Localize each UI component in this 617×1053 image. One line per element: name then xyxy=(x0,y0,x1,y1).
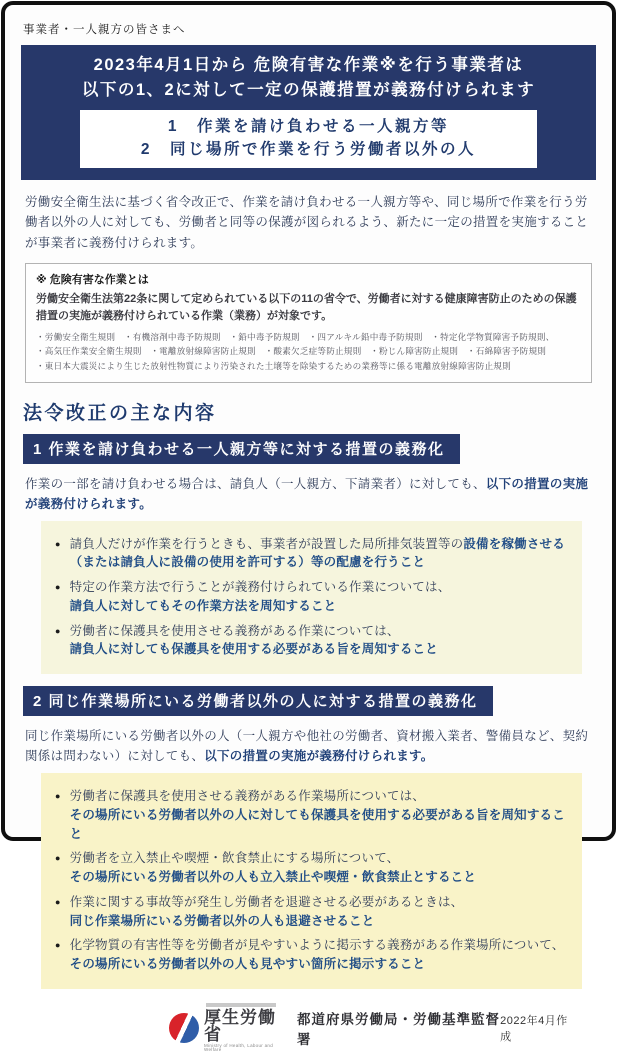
bullet-dot-icon: ● xyxy=(55,625,61,636)
measure-text xyxy=(70,787,568,843)
mhlw-logo-icon xyxy=(169,1013,199,1043)
lead-text: 作業の一部を請け負わせる場合は、請負人（一人親方、下請業者）に対しても、 xyxy=(25,476,486,491)
regulation-line: ・高気圧作業安全衛生規則 ・電離放射線障害防止規則 ・酸素欠乏症等防止規則 ・粉じん障害防止規則 ・石綿障害予防規則 xyxy=(36,346,547,357)
measure-item xyxy=(55,578,568,616)
measure-item xyxy=(55,893,568,931)
lead-emphasis: 以下の措置の実施が義務付けられます。 xyxy=(204,749,434,764)
issuing-offices: 都道府県労働局・労働基準監督署 xyxy=(297,1011,501,1047)
measure-text-normal: 化学物質の有害性等を労働者が見やすいように掲示する義務がある作業場所について、 xyxy=(69,938,565,953)
ministry-tagline-decoration xyxy=(206,1003,276,1007)
ministry-name: 厚生労働省 xyxy=(204,1007,276,1044)
measure-text xyxy=(70,578,451,616)
measure-text-normal: 請負人だけが作業を行うときも、事業者が設置した局所排気装置等の xyxy=(69,536,464,551)
measure-text xyxy=(70,893,464,931)
section-1-measures-box xyxy=(41,521,582,675)
document-page xyxy=(1,1,616,1053)
header-title-line1: 2023年4月1日から 危険有害な作業※を行う事業者は xyxy=(93,56,524,74)
bullet-dot-icon: ● xyxy=(55,853,61,864)
regulation-line: ・東日本大震災により生じた放射性物質により汚染された土壌等を除染するための業務等に係る電離放射線障害防止規則 xyxy=(36,361,511,372)
lead-emphasis: 以下の措置の実施が義務付けられます。 xyxy=(25,476,589,511)
bullet-dot-icon: ● xyxy=(55,791,61,802)
audience-line: 事業者・一人親方の皆さまへ xyxy=(23,24,186,36)
measure-text-normal: 労働者に保護具を使用させる義務がある作業場所については、 xyxy=(69,789,425,804)
measure-text xyxy=(70,849,476,887)
target-item-1: 1 作業を請け負わせる一人親方等 xyxy=(167,117,450,135)
measure-text-emphasis: その場所にいる労働者以外の人に対しても保護具を使用する必要がある旨を周知すること xyxy=(69,807,565,841)
lead-text: 同じ作業場所にいる労働者以外の人（一人親方や他社の労働者、資材搬入業者、警備員など、契約関係は問わない）に対しても、 xyxy=(25,729,589,764)
section-2-lead xyxy=(25,726,592,766)
measure-text-emphasis: 請負人に対してもその作業方法を周知すること xyxy=(69,598,337,613)
footer xyxy=(21,1003,596,1053)
header-banner xyxy=(21,45,596,180)
measure-item xyxy=(55,535,568,573)
measure-text-normal: 労働者を立入禁止や喫煙・飲食禁止にする場所について、 xyxy=(69,851,400,866)
measure-text xyxy=(70,535,568,573)
measure-text-normal: 特定の作業方法で行うことが義務付けられている作業については、 xyxy=(69,580,451,595)
hazardous-work-note-box xyxy=(25,263,592,383)
section-1-banner: 1 作業を請け負わせる一人親方等に対する措置の義務化 xyxy=(23,434,460,464)
bullet-dot-icon: ● xyxy=(55,940,61,951)
section-1-lead xyxy=(25,474,592,514)
header-target-box xyxy=(80,110,538,169)
regulation-line: ・労働安全衛生規則 ・有機溶剤中毒予防規則 ・鉛中毒予防規則 ・四アルキル鉛中毒予防規則 ・特定化学物質障害予防規則、 xyxy=(36,331,555,342)
creation-date: 2022年4月作成 xyxy=(500,1014,568,1043)
measure-text xyxy=(70,936,565,974)
intro-paragraph: 労働安全衛生法に基づく省令改正で、作業を請け負わせる一人親方等や、同じ場所で作業を行う労働者以外の人に対しても、労働者と同等の保護が図られるよう、新たに一定の措置を実施することが事業者に義務付けられます。 xyxy=(25,195,589,250)
note-body: 労働安全衛生法第22条に関して定められている以下の11の省令で、労働者に対する健康障害防止のための保護措置の実施が義務付けられている作業（業務）が対象です。 xyxy=(36,292,577,322)
measure-item xyxy=(55,787,568,843)
section-2-measures-box xyxy=(41,773,582,989)
header-title-line2: 以下の1、2に対して一定の保護措置が義務付けられます xyxy=(81,80,536,99)
bullet-dot-icon: ● xyxy=(55,896,61,907)
measure-text-normal: 労働者に保護具を使用させる義務がある作業については、 xyxy=(69,623,400,638)
measure-item xyxy=(55,849,568,887)
measure-text-emphasis: その場所にいる労働者以外の人も見やすい箇所に掲示すること xyxy=(69,957,426,972)
bullet-dot-icon: ● xyxy=(55,538,61,549)
target-item-2: 2 同じ場所で作業を行う労働者以外の人 xyxy=(140,140,477,158)
measure-text-emphasis: 請負人に対しても保護具を使用する必要がある旨を周知すること xyxy=(69,642,438,657)
section-1 xyxy=(21,434,596,675)
ministry-name-block xyxy=(204,1003,288,1053)
measure-text-emphasis: その場所にいる労働者以外の人も立入禁止や喫煙・飲食禁止とすること xyxy=(69,870,477,885)
note-title: ※ 危険有害な作業とは xyxy=(36,273,149,286)
regulation-list xyxy=(36,330,581,374)
bullet-dot-icon: ● xyxy=(55,582,61,593)
ministry-name-english: Ministry of Health, Labour and Welfare xyxy=(204,1042,274,1053)
section-2-banner: 2 同じ作業場所にいる労働者以外の人に対する措置の義務化 xyxy=(23,686,493,716)
measure-item xyxy=(55,936,568,974)
measure-text xyxy=(70,622,438,660)
measure-text-emphasis: 同じ作業場所にいる労働者以外の人も退避させること xyxy=(69,913,375,928)
section-2 xyxy=(21,686,596,989)
measure-text-emphasis: 設備を稼働させる（または請負人に設備の使用を許可する）等の配慮を行うこと xyxy=(69,536,565,570)
measure-item xyxy=(55,622,568,660)
main-heading: 法令改正の主な内容 xyxy=(23,402,217,424)
measure-text-normal: 作業に関する事故等が発生し労働者を退避させる必要があるときは、 xyxy=(69,894,464,909)
